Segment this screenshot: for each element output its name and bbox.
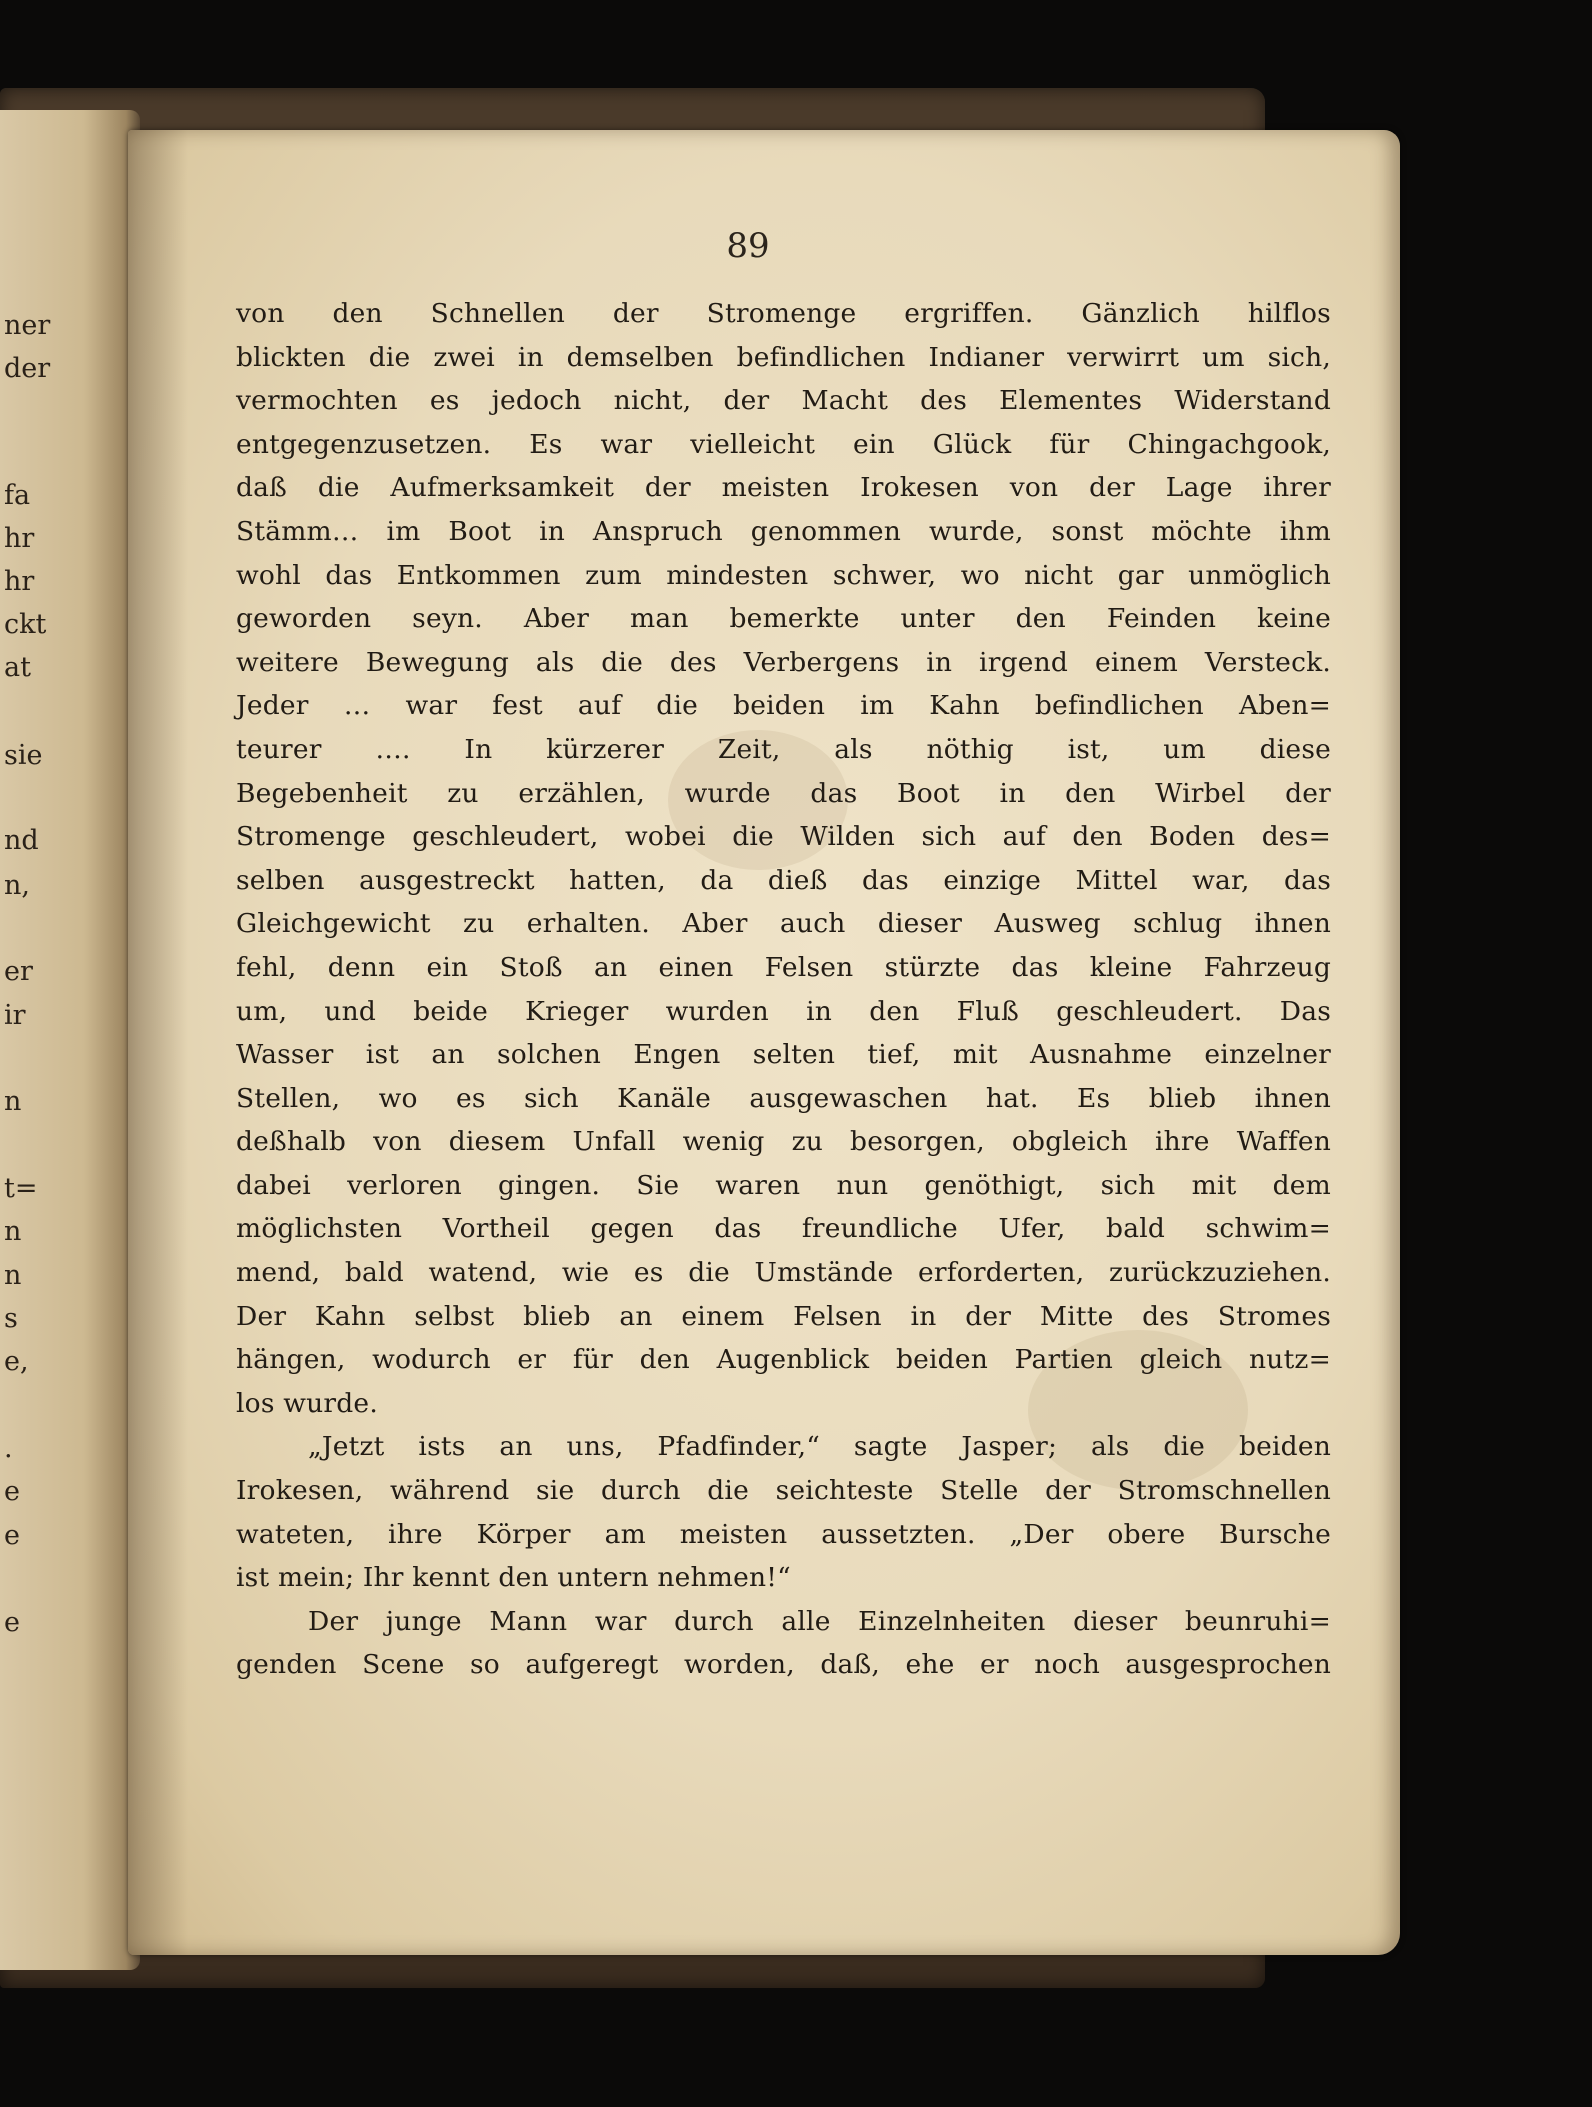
left-fragment: e [4,1476,20,1507]
left-fragment: sie [4,740,43,771]
text-line: dabei verloren gingen. Sie waren nun genöthigt, sich mit dem [236,1169,1331,1201]
text-line: Stellen, wo es sich Kanäle ausgewaschen hat. Es blieb ihnen [236,1082,1331,1114]
text-line: möglichsten Vortheil gegen das freundliche Ufer, bald schwim= [236,1213,1331,1245]
right-page [128,130,1400,1955]
text-line: los wurde. [236,1387,378,1419]
left-fragment: nd [4,825,39,856]
left-page [0,110,140,1970]
text-line: Begebenheit zu erzählen, wurde das Boot in den Wirbel der [236,777,1331,809]
text-line: weitere Bewegung als die des Verbergens in irgend einem Versteck. [236,646,1331,678]
text-line: vermochten es jedoch nicht, der Macht des Elementes Widerstand [236,385,1331,417]
text-line: Gleichgewicht zu erhalten. Aber auch dieser Ausweg schlug ihnen [236,908,1331,940]
left-fragment: at [4,652,31,683]
left-fragment: n [4,1216,22,1247]
text-line: wateten, ihre Körper am meisten aussetzten. „Der obere Bursche [236,1518,1331,1550]
left-fragment: hr [4,566,35,597]
text-line: von den Schnellen der Stromenge ergriffen. Gänzlich hilflos [236,298,1331,329]
left-fragment: e [4,1520,20,1551]
body-text [236,292,1331,1687]
gutter-shadow [128,130,188,1955]
text-line: Der Kahn selbst blieb an einem Felsen in der Mitte des Stromes [236,1300,1331,1332]
text-line: blickten die zwei in demselben befindlichen Indianer verwirrt um sich, [236,341,1331,373]
left-fragment: n [4,1260,22,1291]
left-fragment: ir [4,1000,26,1031]
text-line: Irokesen, während sie durch die seichteste Stelle der Stromschnellen [236,1475,1331,1507]
text-line: Jeder … war fest auf die beiden im Kahn befindlichen Aben= [236,690,1331,722]
text-line: hängen, wodurch er für den Augenblick beiden Partien gleich nutz= [236,1344,1331,1376]
text-line: Stromenge geschleudert, wobei die Wilden sich auf den Boden des= [236,821,1331,853]
text-line: Wasser ist an solchen Engen selten tief, mit Ausnahme einzelner [236,1039,1331,1071]
text-line: Stämm… im Boot in Anspruch genommen wurde, sonst möchte ihm [236,515,1331,547]
left-fragment: er [4,956,33,987]
left-fragment: e [4,1607,20,1638]
left-fragment: n [4,1086,22,1117]
text-line: teurer …. In kürzerer Zeit, als nöthig ist, um diese [236,733,1331,765]
left-fragment: der [4,353,51,384]
text-line: daß die Aufmerksamkeit der meisten Irokesen von der Lage ihrer [236,472,1331,504]
left-fragment: ckt [4,609,47,640]
left-fragment: . [4,1433,13,1464]
left-fragment: n, [4,870,30,901]
left-fragment: e, [4,1346,29,1377]
text-line: um, und beide Krieger wurden in den Fluß geschleudert. Das [236,995,1331,1027]
text-line: „Jetzt ists an uns, Pfadfinder,“ sagte Jasper; als die beiden [308,1431,1331,1463]
left-fragment: ner [4,310,51,341]
text-line: Der junge Mann war durch alle Einzelnheiten dieser beunruhi= [308,1605,1331,1637]
left-fragment: s [4,1303,18,1334]
left-fragment: hr [4,523,35,554]
text-line: genden Scene so aufgeregt worden, daß, ehe er noch ausgesprochen [236,1649,1331,1681]
text-line: mend, bald watend, wie es die Umstände erforderten, zurückzuziehen. [236,1257,1331,1289]
text-line: deßhalb von diesem Unfall wenig zu besorgen, obgleich ihre Waffen [236,1126,1331,1158]
text-line: ist mein; Ihr kennt den untern nehmen!“ [236,1562,791,1594]
text-line: entgegenzusetzen. Es war vielleicht ein Glück für Chingachgook, [236,428,1331,460]
left-fragment: t= [4,1173,38,1204]
text-line: selben ausgestreckt hatten, da dieß das einzige Mittel war, das [236,864,1331,896]
text-line: geworden seyn. Aber man bemerkte unter den Feinden keine [236,603,1331,635]
text-line: fehl, denn ein Stoß an einen Felsen stürzte das kleine Fahrzeug [236,951,1331,983]
left-fragment: fa [4,480,31,511]
text-line: wohl das Entkommen zum mindesten schwer, wo nicht gar unmöglich [236,559,1331,591]
page-number: 89 [726,226,770,266]
left-page-text-fragments [0,110,140,1970]
